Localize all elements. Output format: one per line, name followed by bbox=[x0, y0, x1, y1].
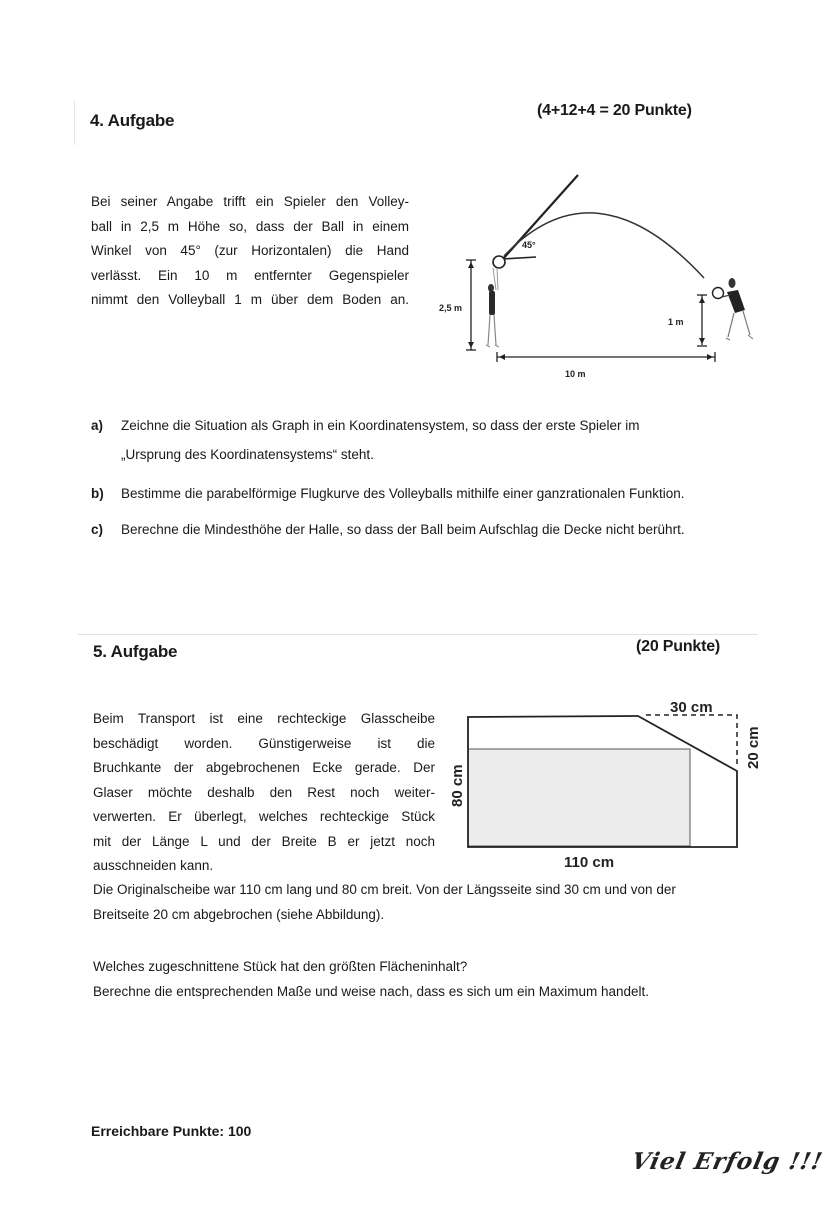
task4-intro-line: verlässt. Ein 10 m entfernter Gegenspieler bbox=[91, 267, 409, 283]
glass-pane-figure bbox=[440, 690, 770, 880]
right-dimension-label: 20 cm bbox=[745, 726, 762, 769]
task5-intro-line: Beim Transport ist eine rechteckige Glasscheibe bbox=[93, 711, 435, 726]
task5-intro bbox=[93, 707, 435, 879]
total-points: Erreichbare Punkte: 100 bbox=[91, 1123, 252, 1139]
volleyball-figure bbox=[430, 165, 770, 385]
subtask-label: a) bbox=[91, 418, 104, 433]
task4-subtask-a bbox=[91, 411, 781, 469]
task5-points: (20 Punkte) bbox=[636, 638, 721, 655]
task4-subtask-b bbox=[91, 479, 791, 508]
subtask-text: Berechne die Mindesthöhe der Halle, so dass der Ball beim Aufschlag die Decke nicht berührt. bbox=[121, 522, 685, 537]
horizontal-reference-line bbox=[502, 257, 536, 259]
task4-intro-line: nimmt den Volleyball 1 m über dem Boden an. bbox=[91, 292, 409, 307]
bottom-dimension-label: 110 cm bbox=[564, 854, 615, 871]
task5-separator bbox=[78, 634, 758, 635]
left-dimension-label: 80 cm bbox=[449, 764, 466, 807]
task4-intro-line: Bei seiner Angabe trifft ein Spieler den Volley- bbox=[91, 194, 409, 209]
task5-intro-line: verwerten. Er überlegt, welches rechteckige Stück bbox=[93, 809, 435, 824]
server-player-icon bbox=[486, 268, 499, 347]
subtask-text: „Ursprung des Koordinatensystems“ steht. bbox=[121, 447, 374, 462]
task4-intro bbox=[91, 190, 409, 313]
task4-subtask-c bbox=[91, 515, 791, 544]
volleyball-start bbox=[493, 256, 505, 268]
task4-header-frame bbox=[74, 100, 75, 145]
subtask-text: Bestimme die parabelförmige Flugkurve des Volleyballs mithilfe einer ganzrationalen Funktion. bbox=[121, 486, 685, 501]
task5-description-line: Die Originalscheibe war 110 cm lang und 80 cm breit. Von der Längsseite sind 30 cm und von der bbox=[93, 882, 676, 897]
task5-title: 5. Aufgabe bbox=[93, 642, 178, 661]
subtask-label: b) bbox=[91, 486, 104, 501]
cut-rectangle bbox=[468, 749, 690, 846]
subtask-label: c) bbox=[91, 522, 104, 537]
task4-points: (4+12+4 = 20 Punkte) bbox=[537, 102, 692, 119]
angle-label: 45° bbox=[522, 240, 536, 250]
left-height-label: 2,5 m bbox=[439, 303, 463, 313]
task5-intro-line: mit der Länge L und der Breite B er jetzt noch bbox=[93, 833, 435, 849]
task5-description-line: Breitseite 20 cm abgebrochen (siehe Abbildung). bbox=[93, 906, 385, 922]
task4-intro-line: ball in 2,5 m Höhe so, dass der Ball in einem bbox=[91, 218, 409, 234]
signoff-text: Viel Erfolg !!! bbox=[629, 1148, 826, 1175]
top-dimension-label: 30 cm bbox=[670, 699, 713, 716]
task5-intro-line: beschädigt worden. Günstigerweise ist die bbox=[93, 735, 435, 751]
task4-intro-line: Winkel von 45° (zur Horizontalen) die Hand bbox=[91, 243, 409, 258]
receiver-player-icon bbox=[713, 278, 754, 340]
distance-label: 10 m bbox=[565, 369, 586, 379]
task5-question-line: Berechne die entsprechenden Maße und weise nach, dass es sich um ein Maximum handelt. bbox=[93, 983, 650, 999]
task5-question bbox=[93, 955, 793, 1004]
task4-title: 4. Aufgabe bbox=[90, 111, 175, 130]
subtask-text: Zeichne die Situation als Graph in ein Koordinatensystem, so dass der erste Spieler im bbox=[121, 418, 640, 433]
right-height-label: 1 m bbox=[668, 317, 684, 327]
task5-description bbox=[93, 878, 793, 927]
task5-intro-line: ausschneiden kann. bbox=[93, 858, 214, 873]
task5-question-line: Welches zugeschnittene Stück hat den größten Flächeninhalt? bbox=[93, 959, 468, 974]
task5-intro-line: Glaser möchte deshalb den Rest noch weiter- bbox=[93, 784, 435, 800]
task5-intro-line: Bruchkante der abgebrochenen Ecke gerade. Der bbox=[93, 760, 435, 775]
